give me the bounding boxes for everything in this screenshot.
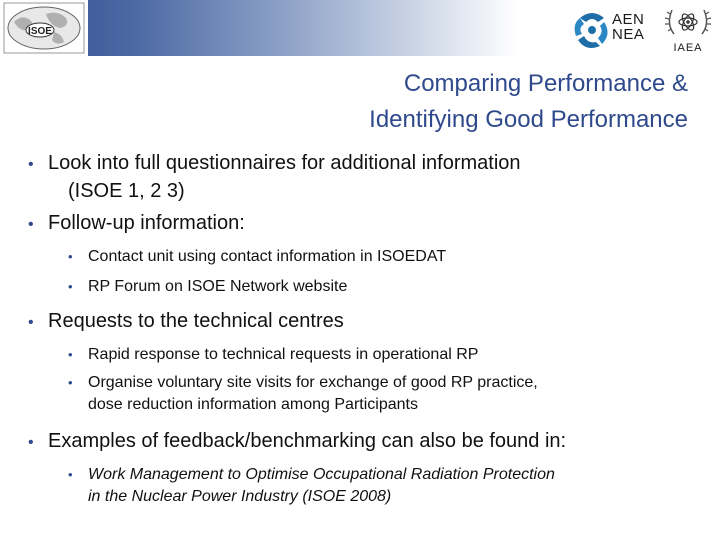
iaea-atom-laurel-icon: [660, 4, 716, 40]
isoe-logo: [0, 0, 88, 56]
bullet-follow-up-text: Follow-up information:: [48, 212, 245, 234]
sub-bullet-publication-cont: in the Nuclear Power Industry (ISOE 2008): [88, 488, 392, 505]
sub-bullet-site-visits-cont: dose reduction information among Participants: [88, 396, 418, 413]
aen-nea-logo: [572, 8, 652, 50]
bullet-icon: •: [28, 314, 34, 331]
bullet-technical-centres: [28, 308, 698, 336]
sub-bullet-icon: •: [68, 467, 73, 482]
iaea-label: IAEA: [673, 42, 703, 54]
sub-bullet-icon: •: [68, 347, 73, 362]
bullet-technical-centres-text: Requests to the technical centres: [48, 310, 344, 332]
bullet-icon: •: [28, 156, 34, 173]
bullet-icon: •: [28, 216, 34, 233]
title-line-2: Identifying Good Performance: [369, 106, 688, 133]
bullet-examples-text: Examples of feedback/benchmarking can also be found in:: [48, 430, 567, 452]
sub-bullet-site-visits-text: Organise voluntary site visits for exchange of good RP practice,: [88, 374, 538, 391]
sub-bullet-publication: [28, 464, 698, 486]
nea-label: NEA: [612, 26, 645, 43]
aen-nea-emblem-icon: [572, 8, 612, 50]
slide-title: [188, 66, 688, 138]
bullet-questionnaires-cont: (ISOE 1, 2 3): [68, 180, 185, 202]
sub-bullet-rp-forum-text: RP Forum on ISOE Network website: [88, 278, 348, 295]
bullet-icon: •: [28, 434, 34, 451]
sub-bullet-rapid-response-text: Rapid response to technical requests in operational RP: [88, 346, 479, 363]
sub-bullet-rapid-response: [28, 344, 698, 366]
sub-bullet-contact-unit: [28, 246, 698, 268]
bullet-examples: [28, 428, 698, 456]
sub-bullet-rp-forum: [28, 276, 698, 298]
bullet-questionnaires: [28, 150, 698, 178]
aen-label: AEN: [612, 11, 645, 28]
sub-bullet-publication-text: Work Management to Optimise Occupational Radiation Protection: [88, 466, 555, 483]
sub-bullet-site-visits: [28, 372, 698, 394]
sub-bullet-icon: •: [68, 279, 73, 294]
bullet-follow-up: [28, 210, 698, 238]
bullet-questionnaires-text: Look into full questionnaires for additional information: [48, 152, 521, 174]
iaea-logo: [660, 4, 716, 54]
sub-bullet-icon: •: [68, 375, 73, 390]
title-line-1: Comparing Performance &: [403, 70, 688, 97]
sub-bullet-icon: •: [68, 249, 73, 264]
slide-body: [28, 150, 698, 508]
sub-bullet-contact-unit-text: Contact unit using contact information in ISOEDAT: [88, 248, 447, 265]
isoe-logo-text: ISOE: [28, 26, 52, 37]
